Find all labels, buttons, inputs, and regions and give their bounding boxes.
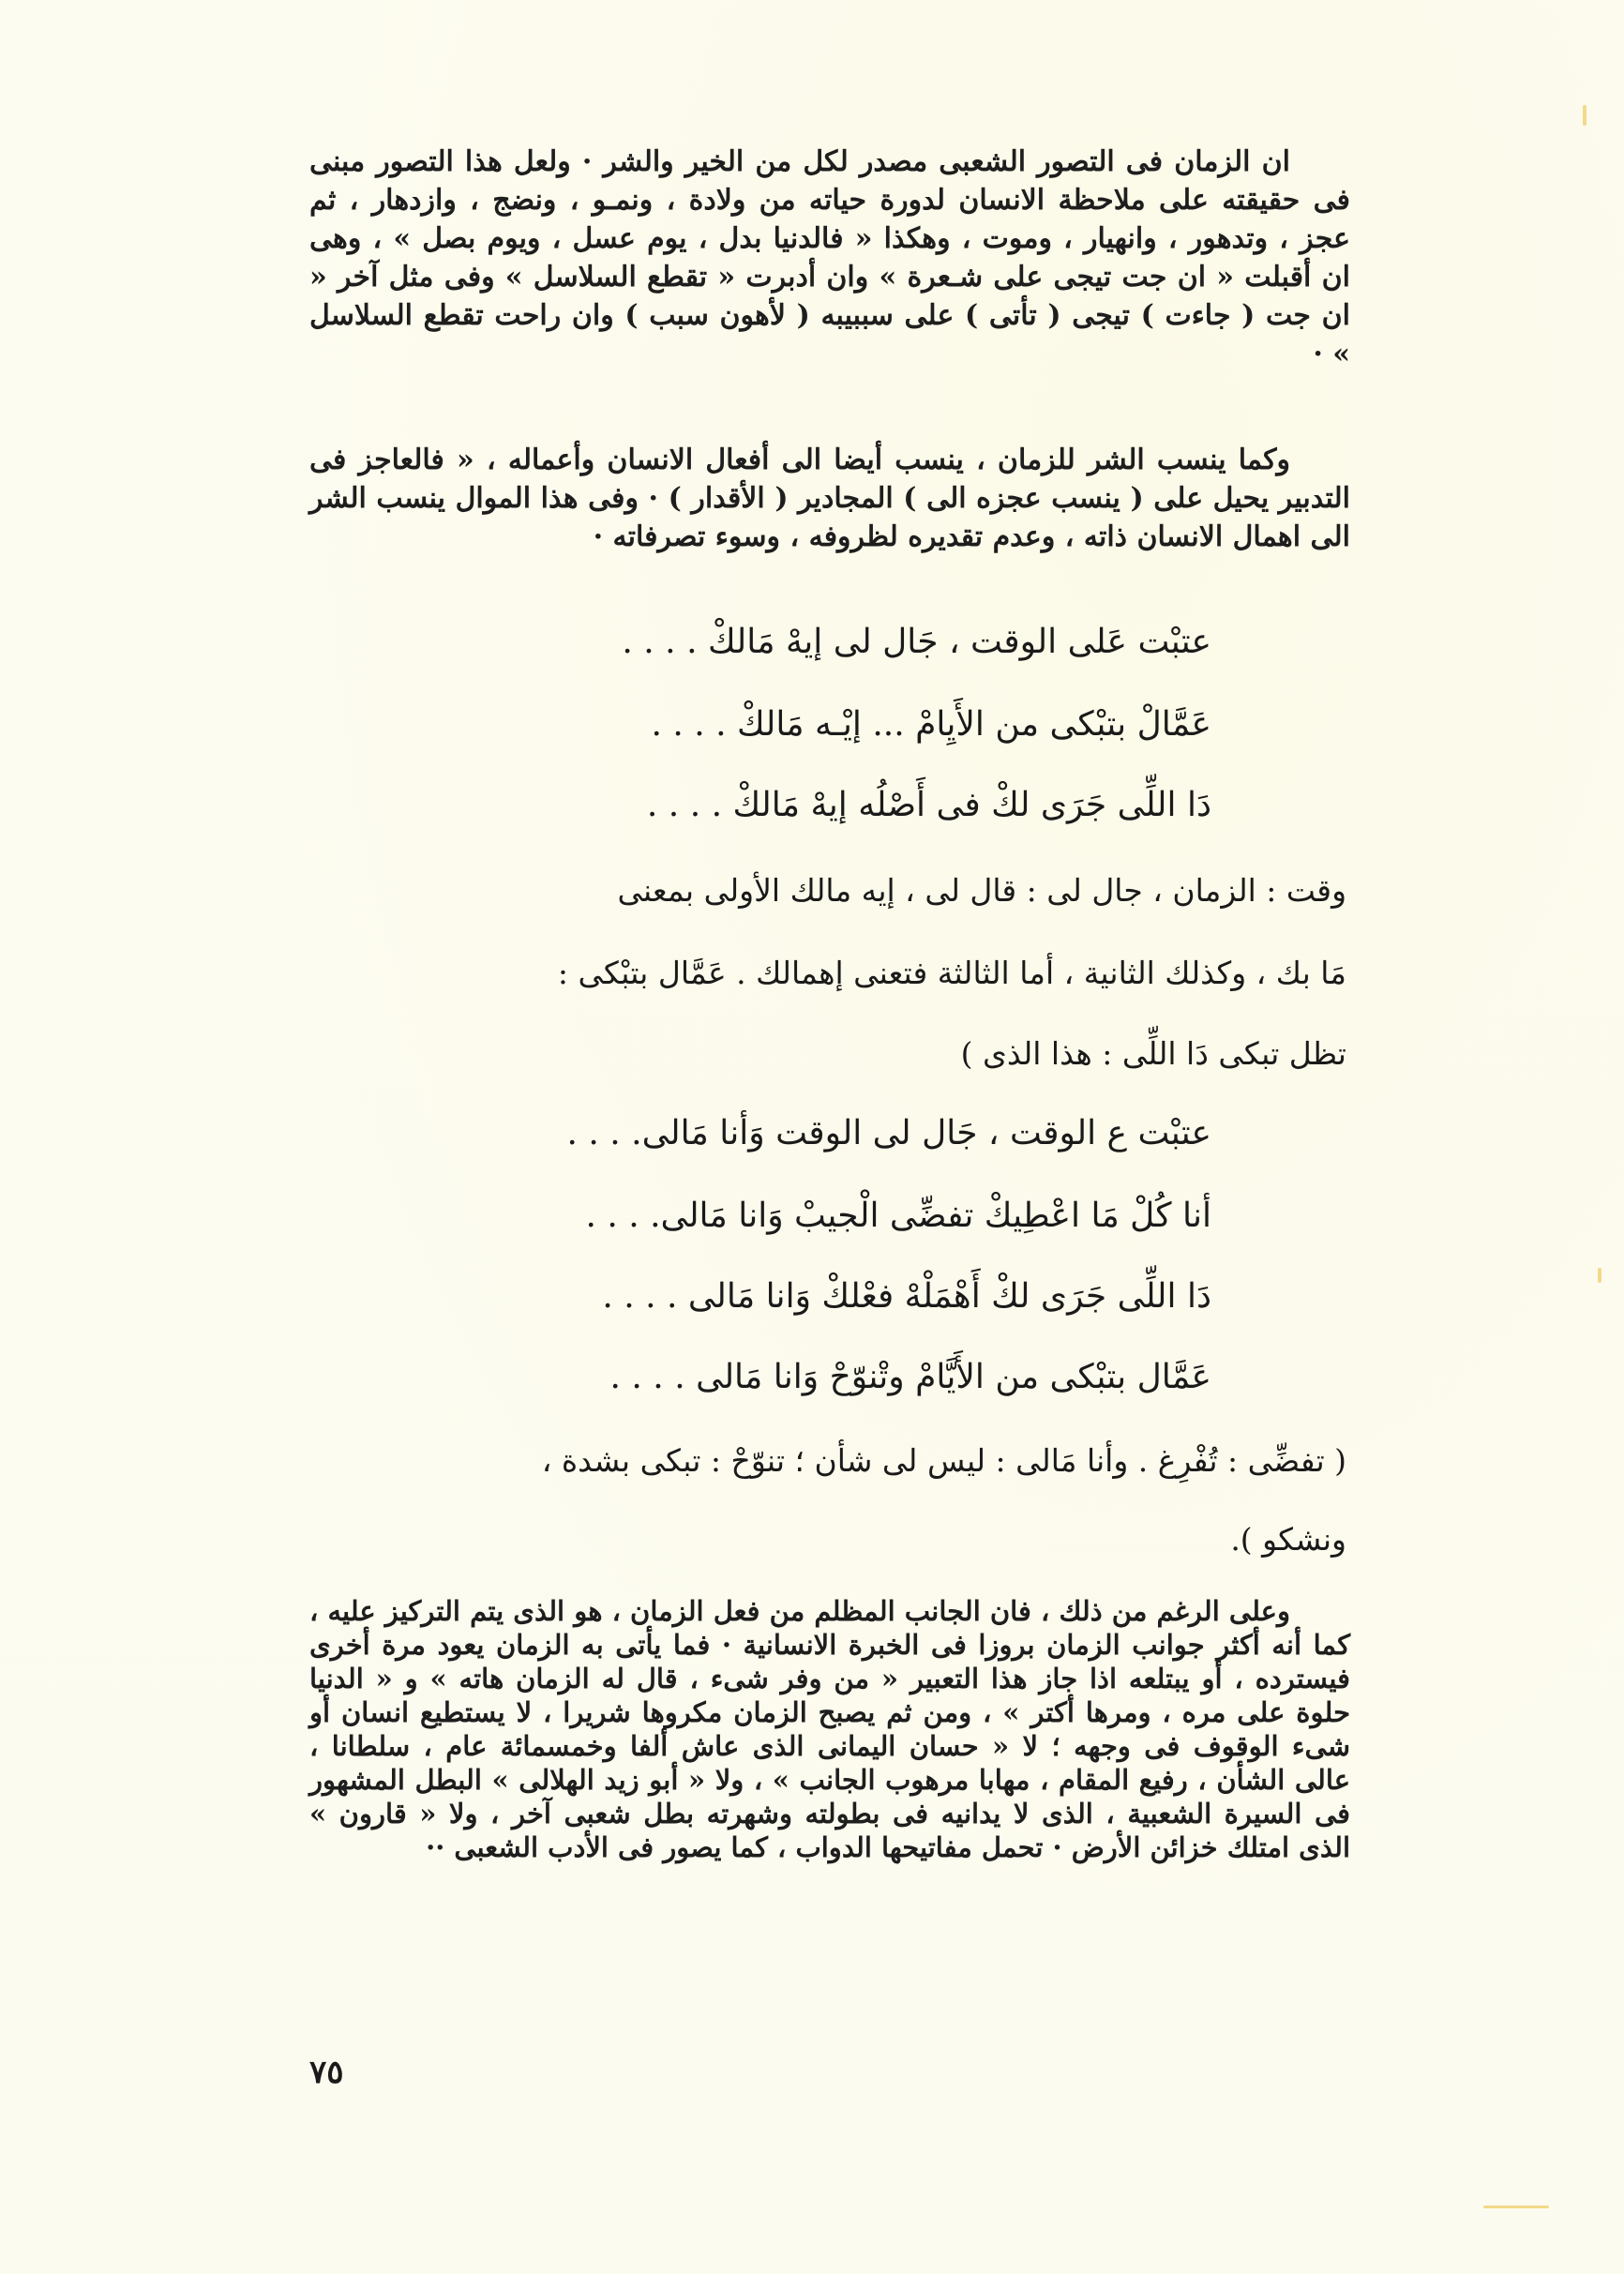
- mawwal-explanation-line: مَا بك ، وكذلك الثانية ، أما الثالثة فتعنى إهمالك . عَمَّال بتبْكى :: [557, 955, 1346, 991]
- mawwal-verse-line: عَمَّال بتبْكى من الأَيَّامْ وتْنوّحْ وَانا مَالى . . . .: [609, 1358, 1211, 1396]
- mawwal-verse-line: دَا اللِّى جَرَى لكْ فى أَصْلُه إيهْ مَالكْ . . . .: [646, 786, 1211, 824]
- mawwal-explanation-line: تظل تبكى دَا اللِّى : هذا الذى ): [960, 1035, 1346, 1072]
- body-paragraph: ان الزمان فى التصور الشعبى مصدر لكل من الخير والشر · ولعل هذا التصور مبنى فى حقيقته على ملاحظة الانسان لدورة حياته من ولادة ، ونمـو ، ونضج ، وازدهار ، ثم عجز ، وتدهور ، وانهيار ، وموت ، وهكذا « فالدنيا بدل ، يوم عسل ، ويوم بصل » ، وهى ان أقبلت « ان جت تيجى على شـعرة » وان أدبرت « تقطع السلاسل » وفى مثل آخر « ان جت ( جاءت ) تيجى ( تأتى ) على سببيبه ( لأهون سبب ) وان راحت تقطع السلاسل » ·: [309, 145, 1350, 370]
- paper-stain: [1598, 1268, 1601, 1283]
- page-number: ٧٥: [309, 2054, 344, 2091]
- mawwal-verse-line: أنا كُلْ مَا اعْطِيكْ تفضِّى الْجيبْ وَانا مَالى. . . .: [585, 1197, 1211, 1235]
- mawwal-explanation-line: ( تفضِّى : تُفْرِغ . وأنا مَالى : ليس لى شأن ؛ تنوّحْ : تبكى بشدة ،: [541, 1442, 1346, 1479]
- body-paragraph: وعلى الرغم من ذلك ، فان الجانب المظلم من فعل الزمان ، هو الذى يتم التركيز عليه ، كما أنه أكثر جوانب الزمان بروزا فى الخبرة الانسانية · فما يأتى به الزمان يعود مرة أخرى فيسترده ، أو يبتلعه اذا جاز هذا التعبير « من وفر شىء ، قال له الزمان هاته » و « الدنيا حلوة على مره ، ومرها أكتر » ، ومن ثم يصبح الزمان مكروها شريرا ، لا يستطيع انسان أو شىء الوقوف فى وجهه ؛ لا « حسان اليمانى الذى عاش ألفا وخمسمائة عام ، سلطانا ، عالى الشأن ، رفيع المقام ، مهابا مرهوب الجانب » ، ولا « أبو زيد الهلالى » البطل المشهور فى السيرة الشعبية ، الذى لا يدانيه فى بطولته وشهرته بطل شعبى آخر ، ولا « قارون » الذى امتلك خزائن الأرض · تحمل مفاتيحها الدواب ، كما يصور فى الأدب الشعبى ··: [309, 1595, 1350, 1863]
- body-paragraph: وكما ينسب الشر للزمان ، ينسب أيضا الى أفعال الانسان وأعماله ، « فالعاجز فى التدبير يحيل على ( ينسب عجزه الى ) المجادير ( الأقدار ) · وفى هذا الموال ينسب الشر الى اهمال الانسان ذاته ، وعدم تقديره لظروفه ، وسوء تصرفاته ·: [309, 444, 1350, 553]
- mawwal-verse-line: دَا اللِّى جَرَى لكْ أَهْمَلْهْ فعْلكْ وَانا مَالى . . . .: [602, 1277, 1211, 1316]
- mawwal-verse-line: عتبْت عَلى الوقت ، جَال لى إيهْ مَالكْ . . . .: [622, 623, 1211, 661]
- mawwal-explanation-line: وقت : الزمان ، جال لى : قال لى ، إيه مالك الأولى بمعنى: [617, 872, 1346, 909]
- mawwal-explanation-line: ونشكو ).: [1230, 1521, 1346, 1558]
- mawwal-verse-line: عتبْت ع الوقت ، جَال لى الوقت وَأنا مَالى. . . .: [566, 1114, 1211, 1152]
- mawwal-verse-line: عَمَّالْ بتبْكى من الأَيِامْ ... إيْـه مَالكْ . . . .: [651, 705, 1211, 744]
- paper-stain: [1483, 2206, 1549, 2208]
- paper-stain: [1583, 105, 1586, 126]
